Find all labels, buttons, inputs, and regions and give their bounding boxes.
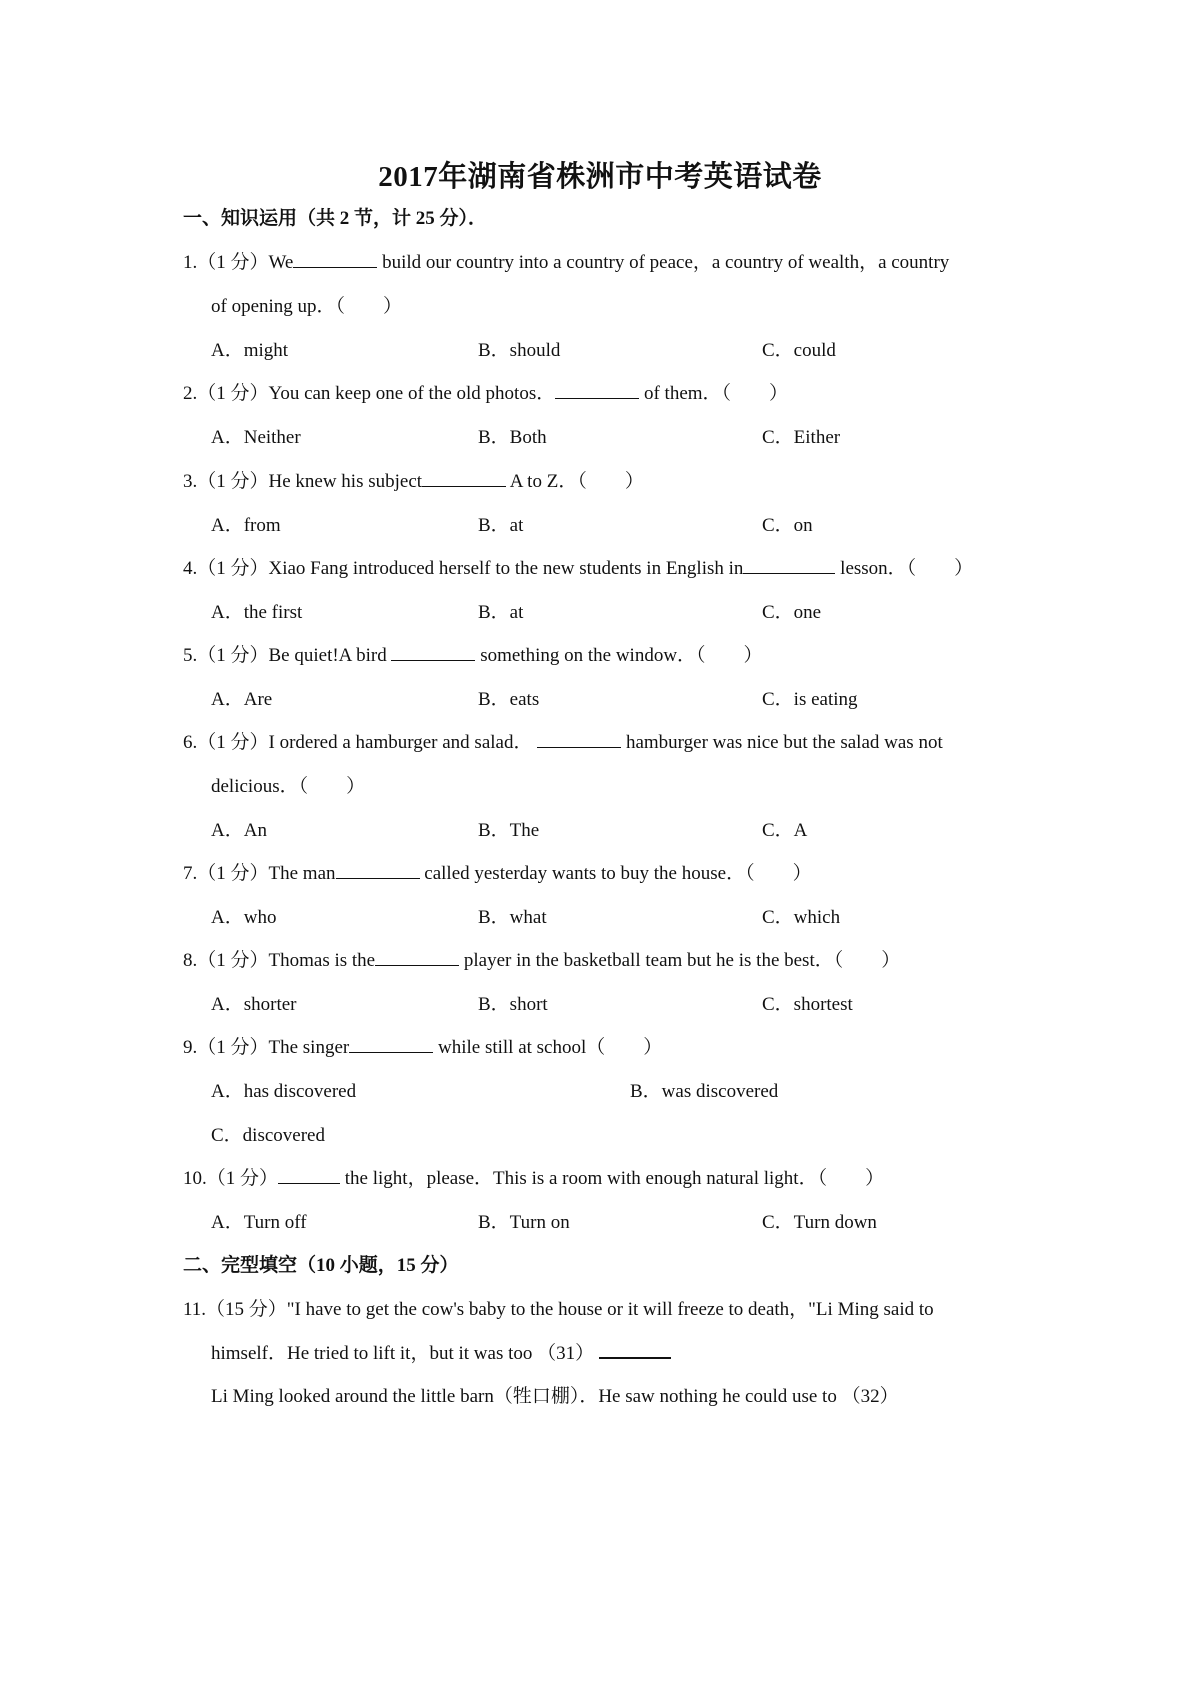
option-b: B．Turn on (478, 1212, 570, 1233)
option-a: A．has discovered (211, 1081, 357, 1102)
option-c: C．could (762, 340, 836, 361)
question-11-line-2-text: himself．He tried to lift it，but it was too （31） (211, 1343, 595, 1364)
question-4-rest: lesson．（ ） (835, 558, 974, 579)
question-1-lead: 1.（1 分）We (183, 252, 294, 273)
option-a: A．Turn off (211, 1212, 307, 1233)
option-c: C．one (762, 602, 822, 623)
option-b: B．at (478, 602, 524, 623)
answer-blank (293, 249, 377, 268)
question-9-lead: 9.（1 分）The singer (183, 1037, 350, 1058)
option-b: B．should (478, 340, 561, 361)
answer-blank (537, 729, 621, 748)
question-11-line-3: Li Ming looked around the little barn（牲口棚）．He saw nothing he could use to （32） (211, 1386, 899, 1407)
question-9-rest: while still at school（ ） (433, 1037, 663, 1058)
question-10-lead: 10.（1 分） (183, 1168, 279, 1189)
question-5-lead: 5.（1 分）Be quiet!A bird (183, 645, 392, 666)
option-b: B．short (478, 994, 548, 1015)
option-b: B．Both (478, 427, 547, 448)
question-11-line-1: 11.（15 分）"I have to get the cow's baby to the house or it will freeze to death，"Li Ming said to (183, 1299, 934, 1320)
question-6-continuation: delicious．（ ） (211, 776, 366, 797)
question-10-rest: the light，please．This is a room with enough natural light．（ ） (340, 1168, 885, 1189)
question-9 (183, 1032, 662, 1059)
question-5 (183, 640, 763, 667)
question-6-rest: hamburger was nice but the salad was not (621, 732, 943, 753)
answer-blank (391, 642, 475, 661)
answer-blank (743, 555, 835, 574)
question-3 (183, 466, 644, 493)
option-a: A．from (211, 515, 281, 536)
question-4 (183, 553, 973, 580)
question-2-rest: of them．（ ） (639, 383, 789, 404)
question-1-rest: build our country into a country of peace，a country of wealth，a country (377, 252, 950, 273)
question-11-line-2 (211, 1338, 671, 1365)
answer-blank (349, 1034, 433, 1053)
option-c: C．shortest (762, 994, 853, 1015)
option-a: A．the first (211, 602, 303, 623)
question-6-lead: 6.（1 分）I ordered a hamburger and salad． (183, 732, 533, 753)
question-4-lead: 4.（1 分）Xiao Fang introduced herself to the new students in English in (183, 558, 744, 579)
question-1-continuation: of opening up．（ ） (211, 296, 403, 317)
answer-blank (278, 1165, 340, 1184)
option-c: C．on (762, 515, 813, 536)
question-6 (183, 727, 943, 754)
question-7 (183, 858, 812, 885)
option-a: A．An (211, 820, 267, 841)
question-3-lead: 3.（1 分）He knew his subject (183, 471, 423, 492)
answer-blank (422, 468, 506, 487)
option-b: B．was discovered (630, 1081, 779, 1102)
question-8-lead: 8.（1 分）Thomas is the (183, 950, 376, 971)
option-c: C．Turn down (762, 1212, 877, 1233)
answer-blank (599, 1339, 671, 1359)
option-a: A．Are (211, 689, 273, 710)
option-a: A．Neither (211, 427, 301, 448)
section-heading-2: 二、完型填空（10 小题，15 分） (183, 1255, 459, 1276)
option-b: B．what (478, 907, 547, 928)
question-1 (183, 247, 949, 274)
option-c: C．is eating (762, 689, 858, 710)
question-2 (183, 378, 788, 405)
option-b: B．The (478, 820, 540, 841)
question-10 (183, 1163, 884, 1190)
option-c: C．Either (762, 427, 841, 448)
option-a: A．who (211, 907, 277, 928)
answer-blank (555, 380, 639, 399)
question-5-rest: something on the window．（ ） (475, 645, 763, 666)
option-a: A．shorter (211, 994, 297, 1015)
question-2-lead: 2.（1 分）You can keep one of the old photos． (183, 383, 556, 404)
option-a: A．might (211, 340, 289, 361)
answer-blank (375, 947, 459, 966)
option-c: C．discovered (211, 1125, 325, 1146)
question-8 (183, 945, 900, 972)
option-b: B．at (478, 515, 524, 536)
question-3-rest: A to Z．（ ） (506, 471, 644, 492)
option-b: B．eats (478, 689, 540, 710)
question-8-rest: player in the basketball team but he is the best．（ ） (459, 950, 901, 971)
section-heading-1: 一、知识运用（共 2 节，计 25 分）． (183, 208, 488, 229)
page-title: 2017年湖南省株洲市中考英语试卷 (378, 161, 822, 193)
answer-blank (336, 860, 420, 879)
question-7-rest: called yesterday wants to buy the house．（ ） (419, 863, 812, 884)
question-7-lead: 7.（1 分）The man (183, 863, 336, 884)
option-c: C．which (762, 907, 841, 928)
option-c: C．A (762, 820, 808, 841)
